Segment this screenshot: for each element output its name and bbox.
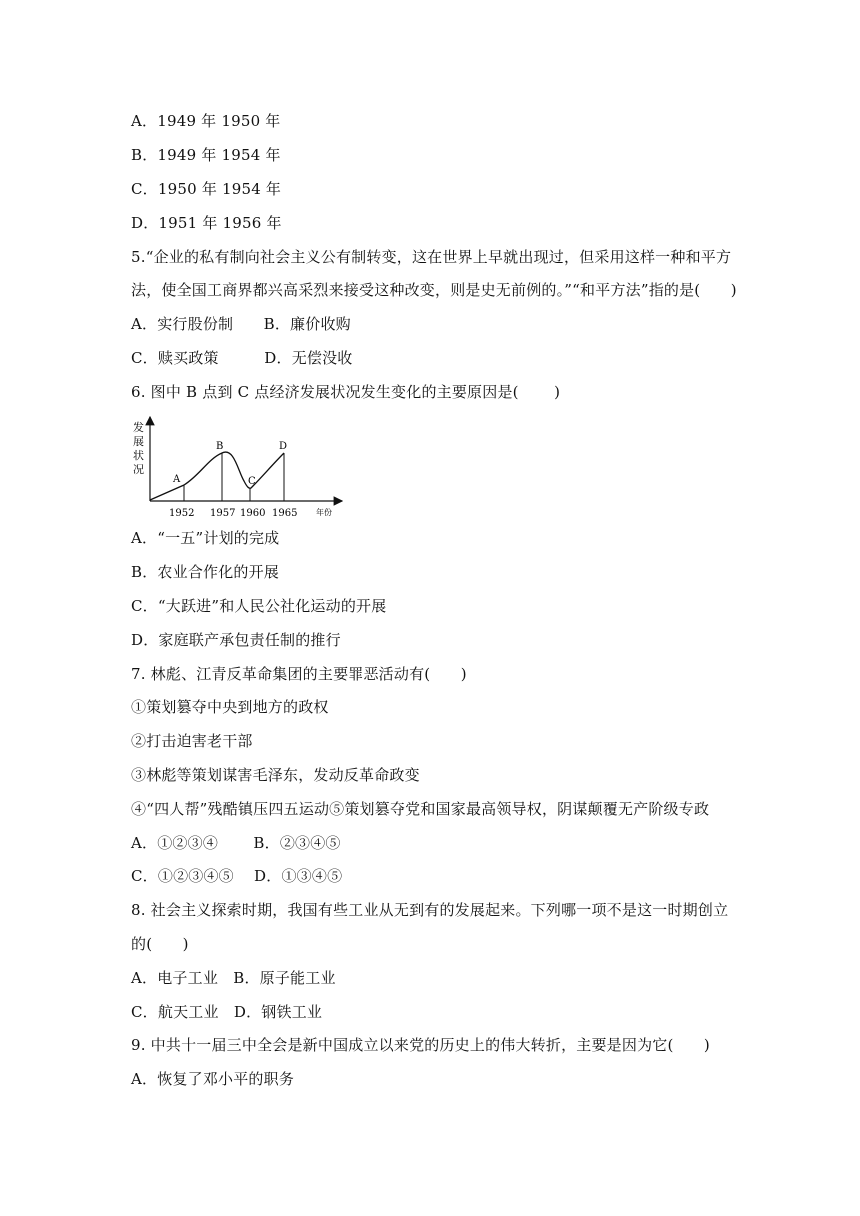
q5-options-ab: A．实行股份制 B．廉价收购 [131, 315, 351, 333]
q6-option-b: B．农业合作化的开展 [131, 563, 280, 581]
q4-option-a: A．1949 年 1950 年 [131, 112, 281, 130]
q9-option-a: A．恢复了邓小平的职务 [131, 1070, 295, 1088]
q7-options-ab: A．①②③④ B．②③④⑤ [131, 834, 341, 852]
x-axis-unit: 年份 [316, 508, 332, 517]
q5-options-cd: C．赎买政策 D．无偿没收 [131, 349, 353, 367]
q5-stem-line-2: 法，使全国工商界都兴高采烈来接受这种改变，则是史无前例的。”“和平方法”指的是( ) [131, 281, 737, 299]
q4-option-c: C．1950 年 1954 年 [131, 180, 282, 198]
development-curve [150, 452, 284, 500]
q6-option-a: A．“一五”计划的完成 [131, 529, 280, 547]
y-axis-label-1: 发 [133, 421, 144, 434]
year-1960: 1960 [240, 508, 266, 519]
point-d-label: D [279, 441, 288, 452]
q8-options-cd: C．航天工业 D．钢铁工业 [131, 1003, 323, 1021]
q7-item-3: ③林彪等策划谋害毛泽东，发动反革命政变 [131, 766, 420, 784]
year-1965: 1965 [272, 508, 298, 519]
q7-stem: 7. 林彪、江青反革命集团的主要罪恶活动有( ) [131, 665, 467, 683]
q9-stem: 9. 中共十一届三中全会是新中国成立以来党的历史上的伟大转折，主要是因为它( ) [131, 1036, 710, 1054]
q6-option-c: C．“大跃进”和人民公社化运动的开展 [131, 597, 387, 615]
point-c-label: C [248, 476, 256, 487]
y-axis-label-2: 展 [133, 435, 144, 448]
q8-stem-line-1: 8. 社会主义探索时期，我国有些工业从无到有的发展起来。下列哪一项不是这一时期创立 [131, 901, 729, 919]
year-1957: 1957 [210, 508, 236, 519]
q4-option-b: B．1949 年 1954 年 [131, 146, 281, 164]
point-a-label: A [173, 474, 181, 485]
q8-stem-line-2: 的( ) [131, 935, 189, 953]
q8-options-ab: A．电子工业 B．原子能工业 [131, 969, 336, 987]
q6-stem: 6. 图中 B 点到 C 点经济发展状况发生变化的主要原因是( ) [131, 383, 561, 401]
q6-option-d: D．家庭联产承包责任制的推行 [131, 631, 341, 649]
economic-development-graph [130, 413, 345, 523]
q7-item-2: ②打击迫害老干部 [131, 732, 253, 750]
y-axis-label-4: 况 [133, 463, 144, 476]
q5-stem-line-1: 5.“企业的私有制向社会主义公有制转变，这在世界上早就出现过，但采用这样一种和平方 [131, 248, 732, 266]
y-axis-label-3: 状 [133, 449, 144, 462]
q4-option-d: D．1951 年 1956 年 [131, 214, 282, 232]
point-b-label: B [216, 441, 224, 452]
q7-item-1: ①策划篡夺中央到地方的政权 [131, 698, 329, 716]
year-1952: 1952 [169, 508, 195, 519]
q7-options-cd: C．①②③④⑤ D．①③④⑤ [131, 867, 343, 885]
q7-item-4-5: ④“四人帮”残酷镇压四五运动⑤策划篡夺党和国家最高领导权，阴谋颠覆无产阶级专政 [131, 800, 710, 818]
